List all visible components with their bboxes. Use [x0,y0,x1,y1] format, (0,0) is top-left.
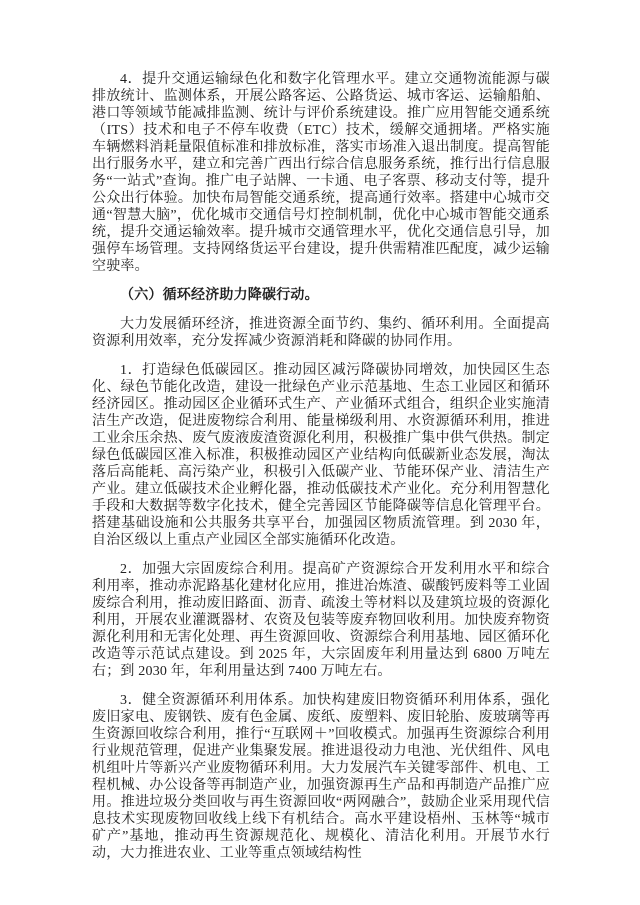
paragraph-green-low-carbon-parks: 1．打造绿色低碳园区。推动园区减污降碳协同增效，加快园区生态化、绿色节能化改造，建设一批绿色产业示范基地、生态工业园区和循环经济园区。推动园区企业循环式生产、产业循环式组合，组织企业实施清洁生产改造，促进废物综合利用、能量梯级利用、水资源循环利用，推进工业余压余热、废气废液废渣资源化利用，积极推广集中供气供热。制定绿色低碳园区准入标准，积极推动园区产业结构向低碳新业态发展，淘汰落后高能耗、高污染产业，积极引入低碳产业、节能环保产业、清洁生产产业。建立低碳技术企业孵化器，推动低碳技术产业化。充分利用智慧化手段和大数据等数字化技术，健全完善园区节能降碳等信息化管理平台。搭建基础设施和公共服务共享平台，加强园区物质流管理。到 2030 年，自治区级以上重点产业园区全部实施循环化改造。 [92,363,550,548]
paragraph-resource-recycling-system: 3．健全资源循环利用体系。加快构建废旧物资循环利用体系，强化废旧家电、废钢铁、废有色金属、废纸、废塑料、废旧轮胎、废玻璃等再生资源回收综合利用，推行“互联网＋”回收模式。加强再生资源综合利用行业规范管理，促进产业集聚发展。推进退役动力电池、光伏组件、风电机组叶片等新兴产业废物循环利用。大力发展汽车关键零部件、机电、工程机械、办公设备等再制造产业，加强资源再生产品和再制造产品推广应用。推进垃圾分类回收与再生资源回收“两网融合”，鼓励企业采用现代信息技术实现废物回收线上线下有机结合。高水平建设梧州、玉林等“城市矿产”基地，推动再生资源规范化、规模化、清洁化利用。开展节水行动，大力推进农业、工业等重点领域结构性 [92,693,550,861]
section-heading-circular-economy-carbon-reduction: （六）循环经济助力降碳行动。 [120,288,319,303]
paragraph-bulk-solid-waste-utilization: 2．加强大宗固废综合利用。提高矿产资源综合开发利用水平和综合利用率，推动赤泥路基化建材化应用，推进冶炼渣、碳酸钙废料等工业固废综合利用，推动废旧路面、沥青、疏浚土等材料以及建筑垃圾的资源化利用，开展农业灌溉器材、农资及包装等废弃物回收利用。加快废弃物资源化利用和无害化处理、再生资源回收、资源综合利用基地、园区循环化改造等示范试点建设。到 2025 年，大宗固废年利用量达到 6800 万吨左右；到 2030 年，年利用量达到 7400 万吨左右。 [92,562,550,679]
paragraph-circular-economy-intro: 大力发展循环经济，推进资源全面节约、集约、循环利用。全面提高资源利用效率，充分发挥减少资源消耗和降碳的协同作用。 [92,317,550,349]
paragraph-transport-green-digital-management: 4．提升交通运输绿色化和数字化管理水平。建立交通物流能源与碳排放统计、监测体系，开展公路客运、公路货运、城市客运、运输船舶、港口等领域节能减排监测、统计与评价系统建设。推广应用智能交通系统（ITS）技术和电子不停车收费（ETC）技术，缓解交通拥堵。严格实施车辆燃料消耗量限值标准和排放标准，落实市场准入退出制度。提高智能出行服务水平，建立和完善广西出行综合信息服务系统，推行出行信息服务“一站式”查询。推广电子站牌、一卡通、电子客票、移动支付等，提升公众出行体验。加快布局智能交通系统，提高通行效率。搭建中心城市交通“智慧大脑”，优化城市交通信号灯控制机制，优化中心城市智能交通系统，提升交通运输效率。提升城市交通管理水平，优化交通信息引导，加强停车场管理。支持网络货运平台建设，提升供需精准匹配度，减少运输空驶率。 [92,72,550,274]
document-body [92,71,550,862]
